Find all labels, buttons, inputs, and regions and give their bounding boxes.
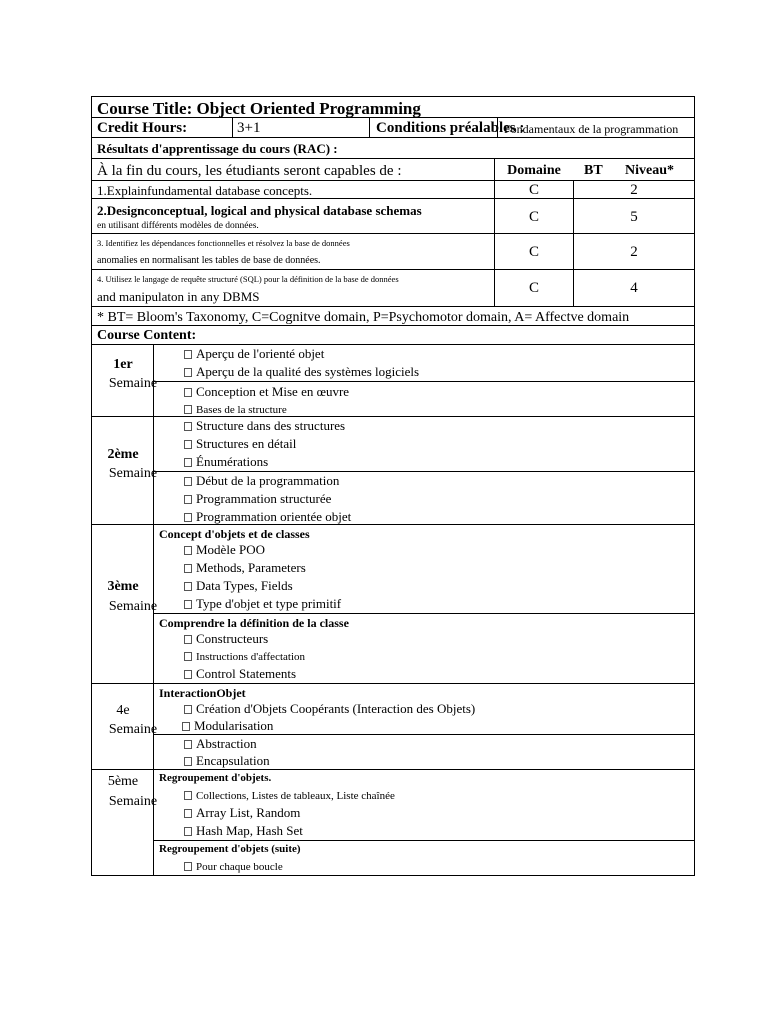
outcome-row [91,234,695,270]
week-section [154,613,694,683]
checkbox-icon [184,635,192,644]
list-item: Création d'Objets Coopérants (Interaction des Objets) [184,701,475,717]
credit-hours-label: Credit Hours: [97,120,188,136]
checkbox-icon [184,809,192,818]
list-item: Constructeurs [184,631,268,647]
week-section [154,525,694,613]
checkbox-icon [184,705,192,714]
col-niveau: Niveau* [625,163,674,178]
checkbox-icon [184,440,192,449]
week-label-cell [92,525,158,683]
outcome-domaine: C [494,199,573,233]
rac-heading-row [91,138,695,159]
course-title: Course Title: Object Oriented Programming [97,99,421,118]
section-heading: Regroupement d'objets. [159,772,272,784]
checkbox-icon [184,791,192,800]
outcome-domaine: C [494,181,573,198]
outcome-domaine: C [494,234,573,269]
week-section [154,770,694,840]
outcome-domaine: C [494,270,573,306]
week-block [91,525,695,684]
week-number: 2ème [107,447,139,462]
checkbox-icon [184,862,192,871]
list-item: Énumérations [184,454,268,470]
list-item: Aperçu de la qualité des systèmes logiciels [184,364,419,380]
course-syllabus-table [91,96,695,876]
rac-heading: Résultats d'apprentissage du cours (RAC) : [97,141,338,156]
list-item: Control Statements [184,666,296,682]
week-number: 3ème [107,579,139,594]
checkbox-icon [184,652,192,661]
week-label: Semaine [108,794,158,809]
rac-header-row [91,159,695,181]
list-item: Encapsulation [184,753,270,769]
checkbox-icon [184,513,192,522]
week-number: 5ème [107,774,139,789]
outcome-row [91,199,695,234]
credit-hours-row [91,118,695,138]
bt-note: * BT= Bloom's Taxonomy, C=Cognitve domain, P=Psychomotor domain, A= Affectve domain [97,310,630,325]
list-item: Conception et Mise en œuvre [184,384,349,400]
title-row [91,96,695,118]
list-item: Pour chaque boucle [184,859,283,875]
checkbox-icon [184,546,192,555]
week-section [154,471,694,524]
checkbox-icon [184,582,192,591]
checkbox-icon [184,388,192,397]
outcome-niveau: 5 [573,199,694,233]
week-label: Semaine [108,599,158,614]
week-block [91,684,695,770]
list-item: Modularisation [182,718,273,734]
checkbox-icon [184,495,192,504]
list-item: Modèle POO [184,542,265,558]
week-section [154,684,694,734]
week-block [91,770,695,876]
list-item: Array List, Random [184,805,300,821]
week-block [91,345,695,417]
section-heading: Comprendre la définition de la classe [159,616,349,630]
week-label: Semaine [108,466,158,481]
outcome-niveau: 2 [573,181,694,198]
section-heading: InteractionObjet [159,686,246,700]
list-item: Programmation structurée [184,491,331,507]
list-item: Type d'objet et type primitif [184,596,341,612]
outcome-niveau: 4 [573,270,694,306]
col-domaine: Domaine [494,159,573,180]
checkbox-icon [184,422,192,431]
bt-note-row [91,307,695,326]
checkbox-icon [184,600,192,609]
outcome-niveau: 2 [573,234,694,269]
week-label-cell [92,345,158,416]
prereq-value: Fondamentaux de la programmation [497,118,694,137]
list-item: Collections, Listes de tableaux, Liste chaînée [184,788,395,804]
list-item: Aperçu de l'orienté objet [184,346,324,362]
checkbox-icon [182,722,190,731]
list-item: Début de la programmation [184,473,339,489]
week-label: Semaine [108,376,158,391]
checkbox-icon [184,564,192,573]
checkbox-icon [184,405,192,414]
list-item: Data Types, Fields [184,578,293,594]
week-label-cell [92,770,158,875]
checkbox-icon [184,458,192,467]
week-section [154,840,694,875]
week-section [154,417,694,471]
list-item: Instructions d'affectation [184,649,305,665]
rac-intro: À la fin du cours, les étudiants seront capables de : [97,163,402,179]
prereq-label: Conditions préalables : [369,118,497,137]
week-section [154,734,694,769]
course-content-heading-row [91,326,695,345]
week-number: 4e [116,703,130,718]
outcome-row [91,270,695,307]
checkbox-icon [184,757,192,766]
week-label: Semaine [108,722,158,737]
section-heading: Regroupement d'objets (suite) [159,843,301,855]
outcome-text: 2.Designconceptual, logical and physical database schemas [97,203,422,218]
col-bt: BT [584,163,603,178]
checkbox-icon [184,368,192,377]
course-content-heading: Course Content: [97,328,197,343]
list-item: Structures en détail [184,436,296,452]
credit-hours-value: 3+1 [232,118,369,137]
checkbox-icon [184,740,192,749]
section-heading: Concept d'objets et de classes [159,527,310,541]
checkbox-icon [184,827,192,836]
week-label-cell [92,684,158,769]
week-block [91,417,695,525]
checkbox-icon [184,670,192,679]
list-item: Programmation orientée objet [184,509,351,525]
outcome-text: 1.Explainfundamental database concepts. [97,183,313,198]
week-section [154,381,694,416]
week-label-cell [92,417,158,524]
outcome-text-line2: anomalies en normalisant les tables de base de données. [97,255,321,266]
list-item: Abstraction [184,736,257,752]
outcome-text: 4. Utilisez le langage de requête structuré (SQL) pour la définition de la base de données [97,274,399,284]
list-item: Hash Map, Hash Set [184,823,303,839]
list-item: Structure dans des structures [184,418,345,434]
week-number: 1er [113,357,133,372]
week-section [154,345,694,381]
list-item: Methods, Parameters [184,560,306,576]
outcome-text-line2: and manipulaton in any DBMS [97,289,260,304]
list-item: Bases de la structure [184,402,287,418]
checkbox-icon [184,477,192,486]
checkbox-icon [184,350,192,359]
outcome-row [91,181,695,199]
outcome-text-line2: en utilisant différents modèles de données. [97,221,259,231]
outcome-text: 3. Identifiez les dépendances fonctionnelles et résolvez la base de données [97,238,350,248]
